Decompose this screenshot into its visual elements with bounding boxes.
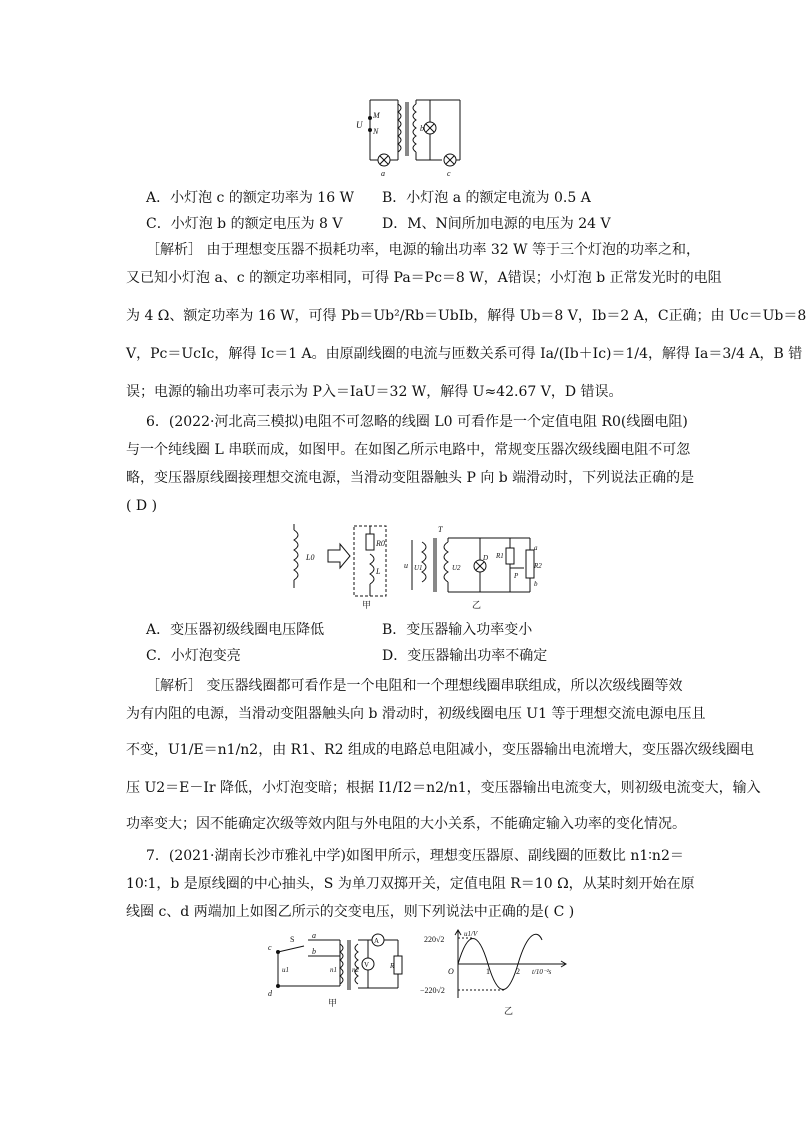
q5-label-n: N	[373, 127, 379, 136]
q7-wave-ymax: 220√2	[424, 935, 445, 944]
q5-analysis-line: V，Pc＝UcIc，解得 Ic＝1 A。由原副线圈的电流与匝数关系可得 Ia/(Ib＋Ic)＝1/4，解得 Ia＝3/4 A，B 错	[126, 346, 803, 362]
q6-label-u: u	[404, 561, 408, 570]
q7-label-n2: n2	[352, 966, 359, 974]
q6-analysis-line: ［解析］ 变压器线圈都可看作是一个电阻和一个理想线圈串联组成，所以次级线圈等效	[146, 678, 683, 694]
q7-label-d: d	[268, 989, 272, 998]
q7-label-jia: 甲	[328, 998, 338, 1008]
q7-wave-tick-1: 1	[486, 967, 490, 976]
q7-waveform-figure	[420, 926, 570, 1018]
q7-label-s: S	[290, 935, 295, 944]
q6-label-r0: R0	[376, 539, 385, 548]
q5-analysis-line: ［解析］ 由于理想变压器不损耗功率，电源的输出功率 32 W 等于三个灯泡的功率之和，	[146, 242, 701, 258]
q7-wave-tick-2: 2	[516, 967, 520, 976]
q7-stem-line: 线圈 c、d 两端加上如图乙所示的交变电压，则下列说法中正确的是( C )	[126, 904, 575, 920]
q6-option-b: B．变压器输入功率变小	[382, 622, 533, 638]
q7-label-b: b	[312, 947, 316, 956]
q6-analysis-line: 功率变大；因不能确定次级等效内阻与外电阻的大小关系，不能确定输入功率的变化情况。	[126, 816, 686, 832]
q7-ammeter-label: A	[374, 937, 380, 945]
q6-label-t: T	[438, 525, 443, 534]
q7-wave-xlabel: t/10⁻²s	[532, 968, 552, 976]
q5-option-d: D．M、N间所加电源的电压为 24 V	[382, 216, 611, 232]
q7-stem-line: 7．(2021·湖南长沙市雅礼中学)如图甲所示，理想变压器原、副线圈的匝数比 n1∶n2＝	[146, 848, 684, 864]
q7-stem-line: 10∶1，b 是原线圈的中心抽头，S 为单刀双掷开关，定值电阻 R＝10 Ω，从某时刻开始在原	[126, 876, 695, 892]
q6-label-p: P	[514, 572, 519, 580]
q7-wave-ylabel: u1/V	[464, 930, 478, 938]
q7-voltmeter-label: V	[364, 961, 370, 969]
q6-stem-line: 与一个纯线圈 L 串联而成，如图甲。在如图乙所示电路中，常规变压器次级线圈电阻不可忽	[126, 442, 691, 458]
q6-label-jia: 甲	[362, 600, 372, 610]
q6-label-yi: 乙	[472, 600, 482, 610]
q6-label-l: L	[376, 567, 381, 576]
q6-analysis-line: 为有内阻的电源，当滑动变阻器触头向 b 滑动时，初级线圈电压 U1 等于理想交流电源电压且	[126, 706, 706, 722]
q6-label-l0: L0	[306, 553, 315, 562]
q5-circuit-figure	[350, 90, 470, 180]
q6-option-a: A．变压器初级线圈电压降低	[146, 622, 325, 638]
q5-label-b: b	[420, 124, 424, 133]
q5-analysis-line: 为 4 Ω、额定功率为 16 W，可得 Pb＝Ub²/Rb＝UbIb，解得 Ub＝8 V，Ib＝2 A，C正确；由 Uc＝Ub＝8	[126, 308, 806, 324]
q7-label-c: c	[268, 943, 272, 952]
q6-label-b: b	[534, 580, 538, 588]
q6-stem-answer: ( D )	[126, 498, 158, 514]
q5-label-c: c	[447, 169, 451, 178]
q5-option-a: A．小灯泡 c 的额定功率为 16 W	[146, 190, 354, 206]
q6-analysis-line: 压 U2＝E－Ir 降低，小灯泡变暗；根据 I1/I2＝n2/n1，变压器输出电流变大，则初级电流变大，输入	[126, 780, 761, 796]
q6-label-a: a	[534, 544, 538, 552]
q6-analysis-line: 不变，U1/E＝n1/n2，由 R1、R2 组成的电路总电阻减小，变压器输出电流增大，变压器次级线圈电	[126, 742, 755, 758]
q5-analysis-line: 误；电源的输出功率可表示为 P入＝IaU＝32 W，解得 U≈42.67 V，D 错误。	[126, 384, 623, 400]
q6-label-r2: R2	[534, 562, 542, 570]
q6-option-d: D．变压器输出功率不确定	[382, 648, 548, 664]
q5-option-c: C．小灯泡 b 的额定电压为 8 V	[146, 216, 343, 232]
q6-stem-line: 6．(2022·河北高三模拟)电阻不可忽略的线圈 L0 可看作是一个定值电阻 R0(线圈电阻)	[146, 414, 688, 430]
q6-label-u1: U1	[414, 564, 423, 572]
q5-label-m: M	[373, 111, 380, 120]
q6-label-d: D	[483, 554, 489, 562]
q7-label-r: R	[390, 962, 395, 970]
q6-label-u2: U2	[452, 564, 461, 572]
q7-label-u1: u1	[282, 966, 289, 974]
q7-wave-origin: O	[448, 967, 454, 976]
q6-stem-line: 略，变压器原线圈接理想交流电源，当滑动变阻器触头 P 向 b 端滑动时，下列说法正确的是	[126, 470, 695, 486]
q5-analysis-line: 又已知小灯泡 a、c 的额定功率相同，可得 Pa＝Pc＝8 W，A错误；小灯泡 b 正常发光时的电阻	[126, 270, 722, 286]
q5-label-a: a	[381, 169, 385, 178]
q6-label-r1: R1	[496, 552, 504, 560]
q6-circuit-figure	[280, 520, 540, 612]
q7-label-a: a	[312, 931, 316, 940]
q6-option-c: C．小灯泡变亮	[146, 648, 241, 664]
q7-label-yi: 乙	[504, 1006, 514, 1016]
q7-label-n1: n1	[330, 966, 337, 974]
q5-label-u: U	[356, 120, 363, 130]
q7-wave-ymin: −220√2	[420, 986, 445, 995]
q7-circuit-figure	[268, 930, 408, 1010]
q5-option-b: B．小灯泡 a 的额定电流为 0.5 A	[382, 190, 591, 206]
